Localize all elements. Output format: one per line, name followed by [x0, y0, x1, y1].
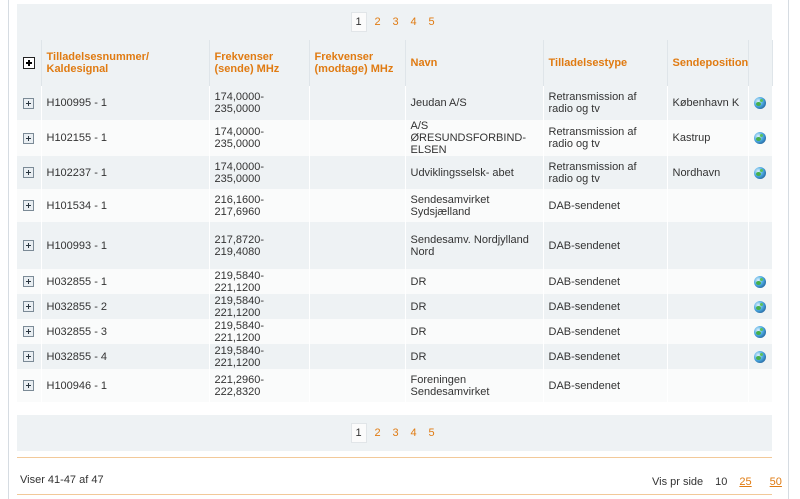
cell-position [667, 319, 748, 344]
map-link-cell [748, 189, 772, 222]
row-expand-cell[interactable] [17, 156, 41, 189]
page-link-3[interactable]: 3 [392, 427, 399, 439]
map-link-cell[interactable] [748, 269, 772, 294]
cell-position [667, 269, 748, 294]
per-page-option-50[interactable]: 50 [769, 476, 782, 488]
expand-all-icon[interactable] [23, 57, 35, 69]
cell-freq-recv [309, 222, 405, 269]
cell-position [667, 369, 748, 402]
cell-freq-send: 217,8720-219,4080 [209, 222, 309, 269]
map-link-cell[interactable] [748, 344, 772, 369]
globe-icon[interactable] [754, 326, 766, 338]
cell-name: Udviklingsselsk- abet [405, 156, 543, 189]
footer-bottom-divider [17, 494, 772, 495]
cell-type: DAB-sendenet [543, 269, 667, 294]
pager-bottom [17, 415, 772, 451]
cell-type: DAB-sendenet [543, 319, 667, 344]
map-link-cell[interactable] [748, 294, 772, 319]
cell-name: Foreningen Sendesamvirket [405, 369, 543, 402]
cell-name: Sendesamv. Nordjylland Nord [405, 222, 543, 269]
table-row[interactable] [17, 86, 772, 120]
cell-freq-recv [309, 369, 405, 402]
cell-type: DAB-sendenet [543, 189, 667, 222]
cell-freq-send: 174,0000-235,0000 [209, 156, 309, 189]
globe-icon[interactable] [754, 351, 766, 363]
table-row[interactable] [17, 319, 772, 344]
column-header-freq-recv[interactable]: Frekvenser (modtage) MHz [309, 40, 405, 86]
cell-freq-send: 221,2960-222,8320 [209, 369, 309, 402]
cell-permit: H032855 - 1 [41, 269, 209, 294]
row-expand-cell[interactable] [17, 269, 41, 294]
column-header-freq-send[interactable]: Frekvenser (sende) MHz [209, 40, 309, 86]
column-header-position[interactable]: Sendeposition [667, 40, 748, 86]
map-link-cell[interactable] [748, 120, 772, 156]
footer-divider [17, 457, 772, 458]
table-header-row [17, 40, 772, 86]
page-link-3[interactable]: 3 [392, 16, 399, 28]
per-page-selector [652, 476, 782, 488]
table-row[interactable] [17, 222, 772, 269]
cell-position: Kastrup [667, 120, 748, 156]
cell-freq-recv [309, 189, 405, 222]
cell-permit: H101534 - 1 [41, 189, 209, 222]
page-link-4[interactable]: 4 [410, 16, 417, 28]
cell-freq-send: 219,5840-221,1200 [209, 269, 309, 294]
globe-icon[interactable] [754, 132, 766, 144]
cell-name: Sendesamvirket Sydsjælland [405, 189, 543, 222]
cell-freq-recv [309, 319, 405, 344]
cell-position [667, 294, 748, 319]
table-row[interactable] [17, 156, 772, 189]
pager-top [17, 4, 772, 40]
cell-permit: H102237 - 1 [41, 156, 209, 189]
expand-row-icon[interactable] [23, 351, 34, 362]
cell-position [667, 344, 748, 369]
expand-all-header[interactable] [17, 40, 41, 86]
expand-row-icon[interactable] [23, 380, 34, 391]
results-count: Viser 41-47 af 47 [20, 474, 104, 486]
row-expand-cell[interactable] [17, 222, 41, 269]
expand-row-icon[interactable] [23, 98, 34, 109]
page-link-4[interactable]: 4 [410, 427, 417, 439]
cell-type: DAB-sendenet [543, 294, 667, 319]
cell-permit: H100995 - 1 [41, 86, 209, 120]
cell-name: Jeudan A/S [405, 86, 543, 120]
expand-row-icon[interactable] [23, 276, 34, 287]
row-expand-cell[interactable] [17, 120, 41, 156]
cell-freq-send: 219,5840-221,1200 [209, 294, 309, 319]
column-header-permit[interactable]: Tilladelsesnummer/ Kaldesignal [41, 40, 209, 86]
cell-name: DR [405, 294, 543, 319]
cell-freq-recv [309, 294, 405, 319]
column-header-type[interactable]: Tilladelsestype [543, 40, 667, 86]
cell-position [667, 189, 748, 222]
per-page-option-10[interactable]: 10 [715, 476, 728, 488]
expand-row-icon[interactable] [23, 200, 34, 211]
cell-name: A/S ØRESUNDSFORBIND- ELSEN [405, 120, 543, 156]
cell-permit: H032855 - 2 [41, 294, 209, 319]
map-link-cell[interactable] [748, 156, 772, 189]
table-row[interactable] [17, 120, 772, 156]
row-expand-cell[interactable] [17, 319, 41, 344]
map-link-cell[interactable] [748, 86, 772, 120]
table-row[interactable] [17, 344, 772, 369]
expand-row-icon[interactable] [23, 167, 34, 178]
expand-row-icon[interactable] [23, 240, 34, 251]
pagination [349, 12, 441, 32]
cell-freq-recv [309, 120, 405, 156]
per-page-label: Vis pr side [652, 476, 704, 488]
table-body [17, 86, 772, 402]
cell-position: København K [667, 86, 748, 120]
page-link-5[interactable]: 5 [428, 427, 435, 439]
cell-position [667, 222, 748, 269]
permits-table [17, 40, 773, 402]
cell-freq-send: 219,5840-221,1200 [209, 319, 309, 344]
cell-permit: H102155 - 1 [41, 120, 209, 156]
cell-name: DR [405, 269, 543, 294]
column-header-name[interactable]: Navn [405, 40, 543, 86]
row-expand-cell[interactable] [17, 86, 41, 120]
page-link-5[interactable]: 5 [428, 16, 435, 28]
map-link-cell [748, 369, 772, 402]
map-link-cell[interactable] [748, 319, 772, 344]
cell-type: Retransmission af radio og tv [543, 86, 667, 120]
cell-type: DAB-sendenet [543, 222, 667, 269]
cell-freq-recv [309, 156, 405, 189]
cell-position: Nordhavn [667, 156, 748, 189]
table-row[interactable] [17, 189, 772, 222]
page-link-2[interactable]: 2 [374, 427, 381, 439]
row-expand-cell[interactable] [17, 369, 41, 402]
column-header-map [748, 40, 772, 86]
globe-icon[interactable] [754, 97, 766, 109]
globe-icon[interactable] [754, 276, 766, 288]
cell-permit: H032855 - 4 [41, 344, 209, 369]
frame-right-border [788, 0, 789, 499]
row-expand-cell[interactable] [17, 294, 41, 319]
table-row[interactable] [17, 369, 772, 402]
table-row[interactable] [17, 269, 772, 294]
cell-name: DR [405, 319, 543, 344]
cell-freq-recv [309, 344, 405, 369]
expand-row-icon[interactable] [23, 301, 34, 312]
cell-type: DAB-sendenet [543, 369, 667, 402]
globe-icon[interactable] [754, 301, 766, 313]
row-expand-cell[interactable] [17, 344, 41, 369]
pagination [349, 423, 441, 443]
page-link-1[interactable]: 1 [351, 12, 367, 32]
page-link-1[interactable]: 1 [351, 423, 367, 443]
cell-permit: H100946 - 1 [41, 369, 209, 402]
frame-left-border [8, 0, 9, 499]
cell-freq-recv [309, 86, 405, 120]
cell-freq-recv [309, 269, 405, 294]
page-link-2[interactable]: 2 [374, 16, 381, 28]
cell-freq-send: 219,5840-221,1200 [209, 344, 309, 369]
cell-name: DR [405, 344, 543, 369]
globe-icon[interactable] [754, 167, 766, 179]
per-page-option-25[interactable]: 25 [739, 476, 752, 488]
row-expand-cell[interactable] [17, 189, 41, 222]
cell-permit: H100993 - 1 [41, 222, 209, 269]
cell-freq-send: 174,0000-235,0000 [209, 120, 309, 156]
cell-freq-send: 174,0000-235,0000 [209, 86, 309, 120]
table-row[interactable] [17, 294, 772, 319]
map-link-cell [748, 222, 772, 269]
cell-permit: H032855 - 3 [41, 319, 209, 344]
cell-type: Retransmission af radio og tv [543, 156, 667, 189]
cell-freq-send: 216,1600-217,6960 [209, 189, 309, 222]
expand-row-icon[interactable] [23, 133, 34, 144]
cell-type: DAB-sendenet [543, 344, 667, 369]
cell-type: Retransmission af radio og tv [543, 120, 667, 156]
expand-row-icon[interactable] [23, 326, 34, 337]
